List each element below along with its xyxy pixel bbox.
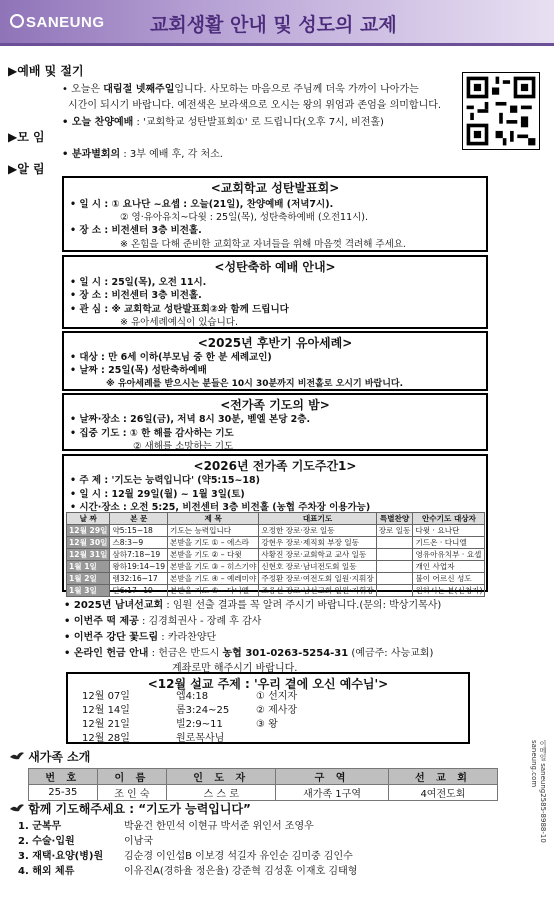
box-infant-baptism: <2025년 후반기 유아세례> • 대상 : 만 6세 이하(부모님 중 한 분 세례교인) • 날짜 : 25일(목) 성탄축하예배 ※ 유아세례를 받으시는 분들은 10시 30분까지 비전홀로 오시기 바랍니다.: [62, 331, 488, 391]
sermon-topic: ② 제사장: [256, 705, 298, 716]
sermon-date: 12월 21일: [82, 719, 130, 730]
logo-icon: [10, 14, 24, 28]
dove-icon: [10, 751, 24, 761]
notice-online-offering: • 온라인 헌금 안내 : 헌금은 반드시 농협 301-0263-5254-31 (예금주: 사능교회): [64, 648, 434, 659]
sidebar-contact-text: 이메일 saneung2585-8988-10 saneung.com: [530, 740, 547, 843]
header-banner: [0, 0, 554, 46]
prayer-names: 박윤건 한민석 이현규 박서준 위인서 조영우: [124, 821, 314, 832]
prayer-names: 이유진A(경하율 정은율) 강준혁 김성훈 이재호 김태형: [124, 866, 358, 877]
sermon-date: 12월 14일: [82, 705, 130, 716]
worship-line2: 시간이 되시기 바랍니다. 예전색은 보라색으로 오시는 왕의 위엄과 존엄을 의미합니다.: [68, 100, 442, 111]
dove-icon: [10, 803, 24, 813]
new-family-table: 번 호 이 름 인 도 자 구 역 선 교 회 25-35 조 인 숙 스 스 로 새가족 1구역 4여전도회: [28, 768, 498, 801]
page-title: 교회생활 안내 및 성도의 교제: [150, 14, 397, 36]
prayer-names: 이남국: [124, 836, 153, 847]
box-christmas-performance: <교회학교 성탄발표회> • 일 시 : ① 요나단 ~요셉 : 오늘(21일), 찬양예배 (저녁7시). ② 영·유아유치~다윗 : 25일(목), 성탄축하예배 (오전11시). • 장 소 : 비전센터 3층 비전홀. ※ 온힘을 다해 준비한 교회학교 자녀들을 위해 마음껏 격려해 주세요.: [62, 176, 488, 252]
sermon-date: 12월 07일: [82, 691, 130, 702]
notice-mission-society: • 2025년 남녀선교회 : 임원 선출 결과를 꼭 알려 주시기 바랍니다.(문의: 박상기목사): [64, 600, 442, 611]
meeting-line: • 분과별회의 : 3부 예배 후, 각 처소.: [62, 149, 223, 160]
box-christmas-service: <성탄축하 예배 안내> • 일 시 : 25일(목), 오전 11시. • 장 소 : 비전센터 3층 비전홀. • 관 심 : ※ 교회학교 성탄발표회②와 함께 드립니다 ※ 유아세례예식이 있습니다.: [62, 255, 488, 329]
sermon-text: 빌2:9~11: [176, 719, 223, 730]
table-row: 12월 29일 약5:15~18 기도는 능력입니다 오정한 장로·장로 일동 장로 일동 다윗 · 요나단: [67, 525, 485, 537]
worship-line1: • 오늘은 대림절 넷째주일입니다. 사모하는 마음으로 주님께 더욱 가까이 나아가는: [62, 84, 419, 95]
qr-code-icon[interactable]: [462, 72, 540, 150]
new-family-heading: 새가족 소개: [10, 748, 90, 765]
table-row: 12월 31일 삼하7:18~19 본받을 기도 ② – 다윗 사황진 장로·교회학교 교사 일동 영유아유치부 · 요셉: [67, 549, 485, 561]
notice-heading: ▶알 림: [8, 162, 45, 176]
notice-rice-cake: • 이번주 떡 제공 : 김경희권사 - 장례 후 감사: [64, 616, 262, 627]
sermon-date: 12월 28일: [82, 733, 130, 744]
meeting-heading: ▶모 임: [8, 130, 45, 144]
table-row: 1월 2일 렘32:16~17 본받을 기도 ④ – 예레미야 주정환 장로·여전도회 일원·지휘장 불이 어르신 성도: [67, 573, 485, 585]
box-title: <교회학교 성탄발표회>: [210, 181, 340, 195]
sermon-topic: ③ 왕: [256, 719, 278, 730]
table-row: 12월 30일 스8:3~9 본받을 기도 ① – 에스라 강현우 장로·제직회 부장 일동 기드온 · 다니엘: [67, 537, 485, 549]
prayer-names: 김순경 이인섭B 이보경 석길자 유인순 김미중 김인수: [124, 851, 353, 862]
box-prayer-week: <2026년 전가족 기도주간1> • 주 제 : '기도는 능력입니다' (약5:15~18) • 일 시 : 12월 29일(월) ~ 1월 3일(토) • 시간·장소 : 오전 5:25, 비전센터 3층 비전홀 (농협 주차장 이용가능): [62, 454, 488, 592]
table-row: 25-35 조 인 숙 스 스 로 새가족 1구역 4여전도회: [29, 785, 498, 801]
box-sermon-themes: <12월 설교 주제 : '우리 곁에 오신 예수님'>: [66, 672, 470, 744]
prayer-week-table: 날 짜 본 문 제 목 대표기도 특별찬양 안수기도 대상자 12월 29일 약5:15~18 기도는 능력입니다 오정한 장로·장로 일동 장로 일동 다윗 · 요나단 12월 30일 스8:3~9 본받을 기도 ① – 에스라 강현우 장로·제직회 부장 일동 기드온 · 다니엘 12월 31일 삼하7:18~19 본받을 기도 ② – 다윗 사황진 장로·교회학교 교사 일동 영유아유치부 · 요셉 1월 1일 왕하19:14~19 본받을 기도 ③ – 히스기야 신현호 장로·남녀전도회 일동 개인 사업자 1월 2일 렘32:16~17 본받을 기도 ④ – 예레미야 주정환 장로·여전도회 일원·지휘장 불이 어르신 성도 1월 3일 단6:17~19 본받을 기도 ⑤ – 다니엘 조웅선 장로·남선교회 일원·지휘장 원하시는 분(신청자): [66, 512, 485, 597]
worship-heading: ▶예배 및 절기: [8, 64, 84, 78]
table-row: 1월 1일 왕하19:14~19 본받을 기도 ③ – 히스기야 신현호 장로·남녀전도회 일동 개인 사업자: [67, 561, 485, 573]
notice-altar-flowers: • 이번주 강단 꽃드림 : 카라찬양단: [64, 632, 217, 643]
prayer-label: 2. 수술·입원: [18, 836, 75, 847]
sermon-topic: ① 선지자: [256, 691, 298, 702]
sermon-text: 원로목사님: [176, 733, 225, 744]
box-family-prayer-night: <전가족 기도의 밤> • 날짜·장소 : 26일(금), 저녁 8시 30분, 벧엘 본당 2층. • 집중 기도 : ① 한 해를 감사하는 기도 ② 새해를 소망하는 기도: [62, 393, 488, 451]
prayer-label: 3. 재택·요양(병)원: [18, 851, 104, 862]
sermon-text: 롬3:24~25: [176, 705, 230, 716]
sermon-text: 엡4:18: [176, 691, 209, 702]
prayer-label: 1. 군복무: [18, 821, 62, 832]
logo-text: SANEUNG: [26, 14, 105, 31]
worship-line3: • 오늘 찬양예배 : '교회학교 성탄발표회①' 로 드립니다(오후 7시, 비전홀): [62, 117, 384, 128]
table-row: 1월 3일 단6:17~19 본받을 기도 ⑤ – 다니엘 조웅선 장로·남선교회 일원·지휘장 원하시는 분(신청자): [67, 585, 485, 597]
prayer-heading: 함께 기도해주세요 : “기도가 능력입니다”: [10, 800, 251, 817]
notice-online-offering-2: 계좌로만 해주시기 바랍니다.: [172, 663, 298, 674]
prayer-label: 4. 해외 체류: [18, 866, 75, 877]
